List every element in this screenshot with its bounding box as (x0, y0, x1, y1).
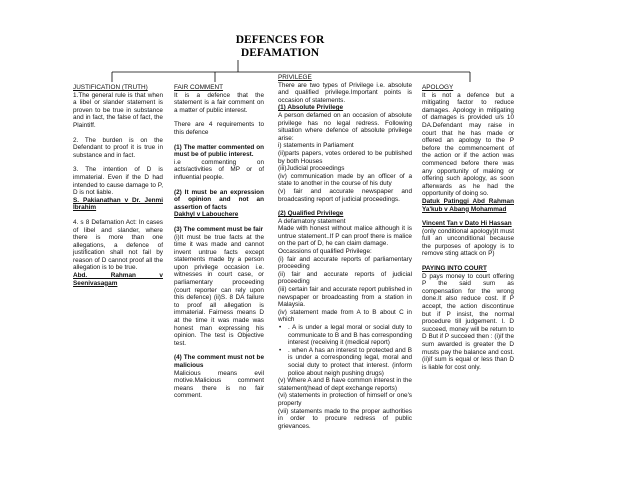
requirement-1-body: i.e commenting on acts/activities of MP or of influential people. (174, 158, 264, 181)
justification-case-1: S. Pakianathan v Dr. Jenmi Ibrahim (73, 196, 163, 212)
title-line-1: DEFENCES FOR (235, 34, 325, 46)
qualified-privilege-sub: A defamatory statement (278, 217, 346, 225)
requirement-1-title: (1) The matter commented on must be of public interest. (174, 143, 264, 159)
justification-p3: 3. The intention of D is immaterial. Even if the D had intended to cause damage to P, D is not liable. (73, 166, 163, 197)
abs-item: (ii)parts papers, votes ordered to be published by both Houses (278, 149, 412, 165)
qual-item: (ii) fair and accurate reports of judicial proceeding (278, 270, 412, 286)
bullet-item: • . A is under a legal moral or social duty to communicate to B and B has corresponding interest (receiving it (medical report) (288, 324, 412, 347)
column-apology (422, 84, 514, 378)
fair-comment-p1: It is a defence that the statement is a fair comment on a matter of public interest. (174, 91, 264, 114)
fair-comment-p2: There are 4 requirements to this defence (174, 121, 264, 136)
column-fair-comment (174, 84, 264, 407)
abs-item: (v) fair and accurate newspaper and broadcasting report of judicial proceedings. (278, 187, 412, 203)
apology-case-2: Vincent Tan v Dato Hi Hassan (422, 220, 512, 228)
justification-p2: 2. The burden is on the Defendant to proof it is true in substance and in fact. (73, 136, 163, 159)
requirement-3-title: (3) The comment must be fair (174, 225, 264, 233)
duty-bullet-list (278, 324, 412, 377)
abs-item: (iii)Judicial proceedings (278, 165, 345, 173)
qual-item: (i) fair and accurate reports of parliamentary proceeding (278, 255, 412, 271)
requirement-2-title: (2) It must be an expression of opinion and not an assertion of facts (174, 188, 264, 211)
column-privilege (278, 74, 412, 430)
requirement-3-body: (i)It must be true facts at the time it was made and cannot invent untrue facts except statements made by a person upon privilege occasion i.e. witnesses in court case, or parliamentary proceeding (court reporter can rely upon this defence) (ii)S. 8 DA failure to proof all allegation is immaterial. Fairness means D at the time it was made was honest man expressing his opinion. The test is Objective test. (174, 233, 264, 347)
requirement-4-body: Malicious means evil motive.Malicious comment means there is no fair comment. (174, 369, 264, 400)
tail-item: (v) Where A and B have common interest in the statement(head of dept exchange reports) (278, 377, 412, 392)
title-line-2: DEFAMATION (240, 47, 320, 59)
apology-p1: It is not a defence but a mitigating factor to reduce damages. Apology in mitigating of damages is provided u/s 10 DA.Defendant may raise in court that he has made or offered an apology to the P before the commencement of the action or if the action was commenced before there was any opportunity of making or offering such apology, as soon afterwards as he had the opportunity of doing so. (422, 91, 514, 198)
column-justification (73, 84, 163, 294)
justification-case-2: Abd. Rahman v Seenivasagam (73, 272, 163, 287)
privilege-intro: There are two types of Privilege i.e. absolute and qualified privilege.Important points is occasion of statements. (278, 81, 412, 104)
paying-into-court-body: D pays money to court offering P the said sum as compensation for the wrong done.It also reduce cost. If P accept, the action discontinue but if P insist, the normal procedure till judgement. I. D succeed, money will be return to D But if P succeed then : (i)if the sum awarded is greater the D musts pay the balance and cost. (ii)if sum is equal or less than D is liable for cost only. (422, 272, 514, 371)
absolute-privilege-body: A person defamed on an occasion of absolute privilege has no legal redress. Following situation where defence of absolute privilege arise: (278, 111, 412, 142)
justification-p4: 4. s 8 Defamation Act: In cases of libel and slander, where there is more than one allegations, a defence of justification shall not fail by reason of D cannot proof all the allegation is to be true. (73, 218, 163, 272)
tail-item: (vii) statements made to the proper authorities in order to procure redress of public grievances. (278, 407, 412, 430)
qual-item: (iv) statement made from A to B about C in which (278, 308, 412, 324)
qual-item: (iii) certain fair and accurate report published in newspaper or broadcasting from a station in Malaysia. (278, 286, 412, 309)
abs-item: i) statements in Parliament (278, 142, 354, 150)
privilege-heading: PRIVILEGE (278, 74, 312, 81)
apology-case-1: Datuk Patinggi Abd Rahman Ya'kub v Abang Mohammad (422, 197, 514, 213)
apology-p2: (only conditional apology)It must full an unconditional because the purposes of apology is to remove sting attack on P) (422, 227, 514, 258)
abs-item: (iv) communication made by an officer of a state to another in the course of his duty (278, 172, 412, 188)
fair-comment-case: Dakhyl v Labouchere (174, 211, 239, 219)
absolute-privilege-title: (1) Absolute Privilege (278, 104, 344, 112)
qualified-privilege-body: Made with honest without malice although it is untrue statement..If P can proof there is malice on the part of D, he can claim damage. (278, 225, 412, 248)
justification-heading: JUSTIFICATION (TRUTH) (73, 84, 148, 91)
justification-p1: 1.The general rule is that when a libel or slander statement is proven to be true in substance and in fact, the false of fact, the Plaintiff. (73, 91, 163, 129)
bullet-item: • . when A has an interest to protected and B is under a corresponding legal, moral and social duty to protect that interest. (inform police about neigh pushing drugs) (288, 347, 412, 377)
qualified-privilege-title: (2) Qualified Privilege (278, 210, 344, 218)
requirement-4-title: (4) The comment must not be malicious (174, 354, 264, 369)
fair-comment-heading: FAIR COMMENT (174, 84, 223, 91)
paying-into-court-heading: PAYING INTO COURT (422, 265, 487, 273)
apology-heading: APOLOGY (422, 84, 454, 91)
qualified-occasions-label: Occassions of qualified Privilege: (278, 248, 372, 256)
tail-item: (vi) statements in protection of himself or one's property (278, 392, 412, 407)
